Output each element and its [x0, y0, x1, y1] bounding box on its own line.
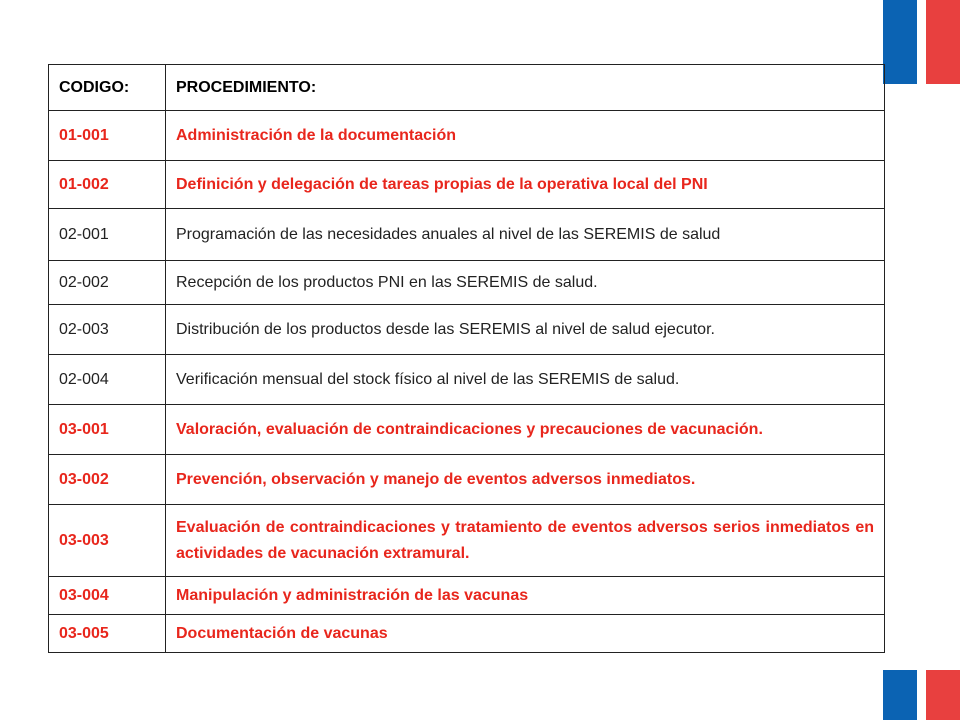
table-row [49, 111, 885, 161]
table-row [49, 577, 885, 615]
flag-red-stripe [926, 670, 960, 720]
row-code: 01-001 [49, 111, 166, 161]
row-code: 03-002 [49, 455, 166, 505]
row-code: 03-005 [49, 615, 166, 653]
procedures-table [48, 64, 885, 653]
flag-decoration-bottom [883, 670, 960, 720]
row-procedure: Valoración, evaluación de contraindicaciones y precauciones de vacunación. [166, 405, 885, 455]
row-procedure: Distribución de los productos desde las SEREMIS al nivel de salud ejecutor. [166, 305, 885, 355]
flag-blue-stripe [883, 670, 917, 720]
flag-red-stripe [926, 0, 960, 84]
table-row [49, 615, 885, 653]
row-procedure: Manipulación y administración de las vacunas [166, 577, 885, 615]
flag-blue-stripe [883, 0, 917, 84]
table-row [49, 355, 885, 405]
row-procedure: Administración de la documentación [166, 111, 885, 161]
row-procedure: Prevención, observación y manejo de eventos adversos inmediatos. [166, 455, 885, 505]
flag-decoration-top [883, 0, 960, 84]
row-code: 02-004 [49, 355, 166, 405]
row-procedure: Documentación de vacunas [166, 615, 885, 653]
table-row [49, 455, 885, 505]
header-procedure: PROCEDIMIENTO: [166, 65, 885, 111]
row-procedure: Recepción de los productos PNI en las SEREMIS de salud. [166, 261, 885, 305]
row-procedure: Evaluación de contraindicaciones y tratamiento de eventos adversos serios inmediatos en actividades de vacunación extramural. [166, 505, 885, 577]
row-code: 02-002 [49, 261, 166, 305]
row-code: 02-001 [49, 209, 166, 261]
table-row [49, 161, 885, 209]
table-row [49, 209, 885, 261]
row-code: 02-003 [49, 305, 166, 355]
row-procedure: Programación de las necesidades anuales al nivel de las SEREMIS de salud [166, 209, 885, 261]
table-header-row [49, 65, 885, 111]
row-code: 01-002 [49, 161, 166, 209]
row-code: 03-003 [49, 505, 166, 577]
row-procedure: Verificación mensual del stock físico al nivel de las SEREMIS de salud. [166, 355, 885, 405]
header-code: CODIGO: [49, 65, 166, 111]
table-row [49, 405, 885, 455]
row-procedure: Definición y delegación de tareas propias de la operativa local del PNI [166, 161, 885, 209]
table-row [49, 305, 885, 355]
table-row [49, 261, 885, 305]
row-code: 03-004 [49, 577, 166, 615]
row-code: 03-001 [49, 405, 166, 455]
table-row [49, 505, 885, 577]
